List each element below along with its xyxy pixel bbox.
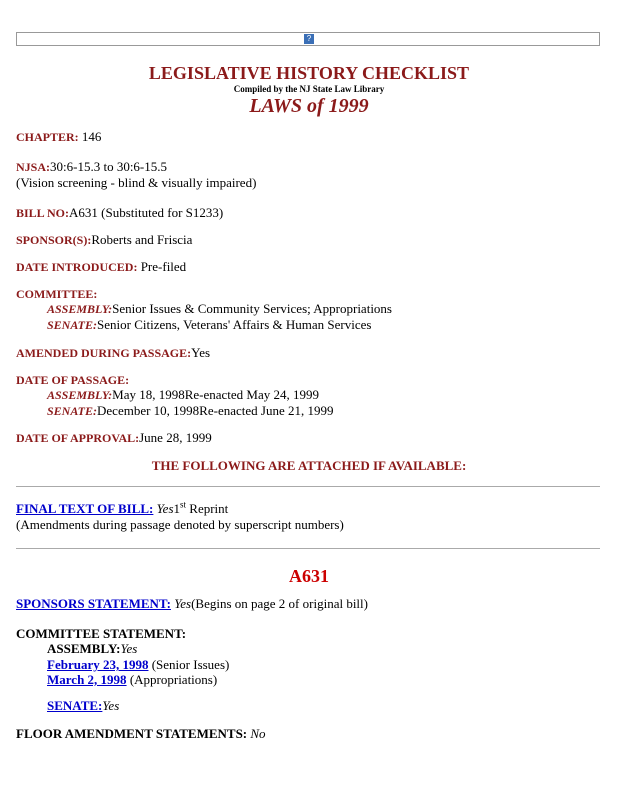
committee-statement-senate-yes: Yes	[102, 698, 120, 713]
top-banner	[16, 32, 600, 46]
passage-assembly-value: May 18, 1998Re-enacted May 24, 1999	[112, 387, 320, 402]
reprint-superscript: st	[180, 499, 187, 510]
committee-statement-assembly-row	[47, 641, 137, 657]
passage-assembly-row	[47, 387, 319, 403]
introduced-row	[16, 259, 186, 275]
passage-senate-value: December 10, 1998Re-enacted June 21, 1999	[97, 403, 334, 418]
committee-label	[16, 286, 97, 302]
divider-1	[16, 486, 600, 487]
sponsors-statement-yes: Yes	[174, 596, 192, 611]
committee-statement-link2-row	[47, 672, 217, 688]
laws-year: LAWS of 1999	[249, 95, 369, 117]
committee-assembly-label: ASSEMBLY:	[47, 302, 113, 316]
committee-label-text: COMMITTEE:	[16, 287, 98, 301]
sponsors-statement-link[interactable]: SPONSORS STATEMENT:	[16, 596, 171, 611]
introduced-value: Pre-filed	[140, 259, 187, 274]
reprint-number: 1	[173, 501, 181, 516]
reprint-word: Reprint	[186, 501, 229, 516]
march-2-1998-link[interactable]: March 2, 1998	[47, 672, 127, 687]
final-text-note: (Amendments during passage denoted by superscript numbers)	[16, 517, 344, 532]
chapter-label: CHAPTER:	[16, 130, 79, 144]
approval-value: June 28, 1999	[139, 430, 212, 445]
committee-senate-value: Senior Citizens, Veterans' Affairs & Human Services	[97, 317, 372, 332]
committee-senate-row	[47, 317, 371, 333]
compiled-by: Compiled by the NJ State Law Library	[233, 84, 385, 94]
sponsors-statement-row	[16, 596, 368, 612]
committee-statement-assembly-label: ASSEMBLY:	[47, 641, 121, 656]
help-icon[interactable]: ?	[304, 34, 314, 44]
attached-heading: THE FOLLOWING ARE ATTACHED IF AVAILABLE:	[151, 458, 467, 473]
link2-note: (Appropriations)	[126, 672, 218, 687]
introduced-label: DATE INTRODUCED:	[16, 260, 138, 274]
final-text-yes: Yes	[156, 501, 174, 516]
njsa-label: NJSA:	[16, 160, 51, 174]
committee-assembly-value: Senior Issues & Community Services; Appropriations	[112, 301, 392, 316]
committee-statement-link1-row	[47, 657, 229, 673]
floor-amendment-label: FLOOR AMENDMENT STATEMENTS:	[16, 726, 248, 741]
approval-label: DATE OF APPROVAL:	[16, 431, 140, 445]
divider-2	[16, 548, 600, 549]
sponsors-statement-note: (Begins on page 2 of original bill)	[191, 596, 368, 611]
amended-row	[16, 345, 210, 361]
passage-senate-label: SENATE:	[47, 404, 98, 418]
passage-label-text: DATE OF PASSAGE:	[16, 373, 130, 387]
final-text-link[interactable]: FINAL TEXT OF BILL:	[16, 501, 154, 516]
sponsor-value: Roberts and Friscia	[91, 232, 193, 247]
floor-amendment-value: No	[250, 726, 266, 741]
floor-amendment-row	[16, 726, 266, 742]
njsa-value: 30:6-15.3 to 30:6-15.5	[50, 159, 168, 174]
link1-note: (Senior Issues)	[148, 657, 230, 672]
njsa-note: (Vision screening - blind & visually impaired)	[16, 175, 257, 190]
page-title: LEGISLATIVE HISTORY CHECKLIST	[148, 63, 470, 83]
passage-label	[16, 372, 129, 388]
chapter-row	[16, 129, 101, 145]
bill-heading: A631	[289, 566, 329, 586]
committee-assembly-row	[47, 301, 392, 317]
committee-senate-label: SENATE:	[47, 318, 98, 332]
final-text-row	[16, 501, 228, 517]
committee-statement-assembly-yes: Yes	[120, 641, 138, 656]
committee-statement-senate-row	[47, 698, 119, 714]
njsa-row	[16, 159, 167, 175]
february-23-1998-link[interactable]: February 23, 1998	[47, 657, 149, 672]
bill-row	[16, 205, 223, 221]
sponsor-row	[16, 232, 192, 248]
sponsor-label: SPONSOR(S):	[16, 233, 92, 247]
bill-value: A631 (Substituted for S1233)	[69, 205, 224, 220]
amended-value: Yes	[191, 345, 211, 360]
committee-statement-label: COMMITTEE STATEMENT:	[16, 626, 187, 641]
senate-link[interactable]: SENATE:	[47, 698, 103, 713]
passage-senate-row	[47, 403, 333, 419]
passage-assembly-label: ASSEMBLY:	[47, 388, 113, 402]
approval-row	[16, 430, 212, 446]
amended-label: AMENDED DURING PASSAGE:	[16, 346, 192, 360]
bill-label: BILL NO:	[16, 206, 70, 220]
chapter-value: 146	[81, 129, 102, 144]
